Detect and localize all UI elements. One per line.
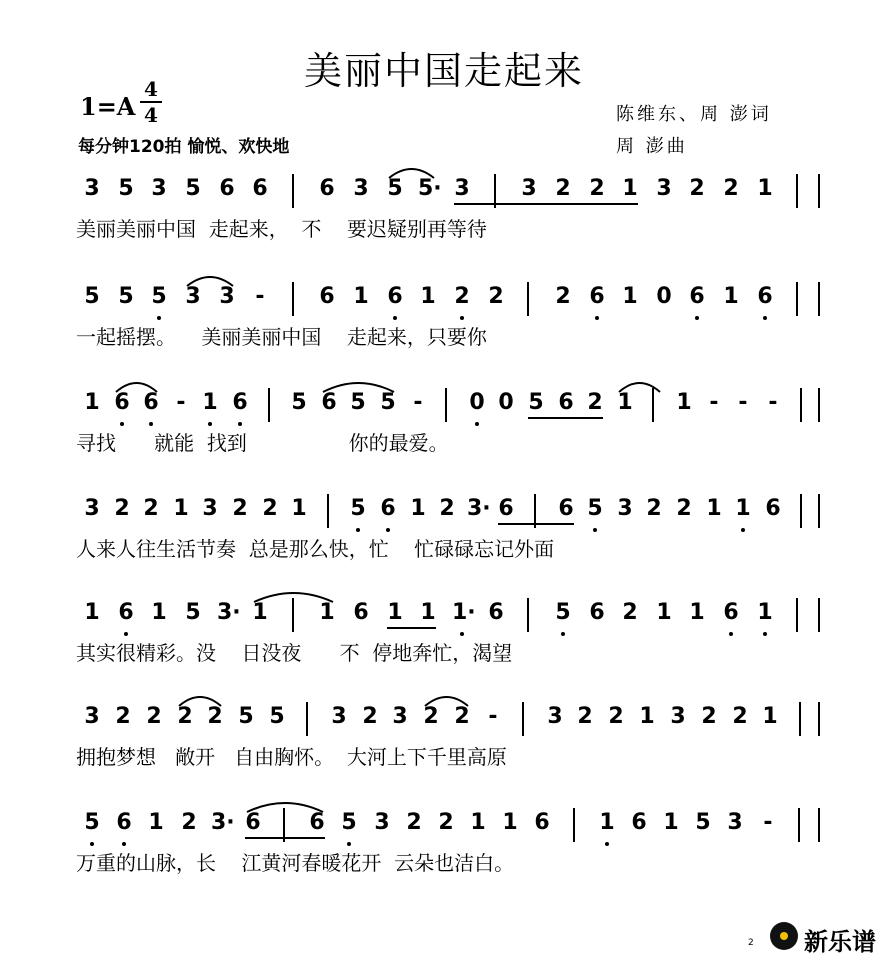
note: 6 — [219, 176, 235, 201]
staff-system-4 — [76, 492, 816, 532]
note: 2 — [146, 704, 162, 729]
note: 1 — [639, 704, 655, 729]
slur-layer — [76, 172, 816, 182]
slur-layer — [76, 700, 816, 710]
note: 5 — [339, 810, 359, 836]
extension-dash: - — [488, 704, 498, 729]
note: 1 — [252, 600, 268, 625]
slur — [254, 593, 333, 602]
note: 2 — [676, 496, 692, 521]
note: 6 — [488, 600, 504, 625]
system-end-bar — [818, 282, 820, 316]
slur — [116, 383, 157, 392]
note: 1· — [452, 600, 476, 625]
note: 2 — [143, 496, 159, 521]
slur — [179, 697, 221, 706]
note: 2 — [181, 810, 197, 835]
staff-system-5 — [76, 596, 816, 636]
note: 2 — [454, 704, 470, 729]
beam-underline — [387, 627, 436, 629]
note: 2 — [577, 704, 593, 729]
note: 5 — [118, 176, 134, 201]
note: 5 — [269, 704, 285, 729]
note: 2 — [262, 496, 278, 521]
note: 1 — [723, 284, 739, 309]
note: 5 — [149, 284, 169, 310]
extension-dash: - — [709, 390, 719, 415]
note: 5 — [380, 390, 396, 415]
note: 1 — [757, 176, 773, 201]
page-number: 2 — [748, 938, 754, 948]
note: 1 — [689, 600, 705, 625]
slur-layer — [76, 280, 816, 290]
note: 3 — [656, 176, 672, 201]
slur-layer — [76, 492, 816, 502]
note: 3 — [84, 496, 100, 521]
note: 5· — [418, 176, 442, 201]
slur — [389, 169, 434, 178]
note: 6 — [252, 176, 268, 201]
note: 2 — [114, 496, 130, 521]
note: 5 — [528, 390, 544, 415]
note: 1 — [173, 496, 189, 521]
note: 2 — [608, 704, 624, 729]
staff-system-2 — [76, 280, 816, 320]
note: 1 — [291, 496, 307, 521]
note: 2 — [587, 390, 603, 415]
note: 1 — [762, 704, 778, 729]
extension-dash: - — [768, 390, 778, 415]
lyrics-line-5: 其实很精彩。没 日没夜 不 停地奔忙，渴望 — [76, 641, 513, 665]
note: 2 — [177, 704, 193, 729]
note: 2 — [406, 810, 422, 835]
key-signature: 1=A — [80, 92, 136, 121]
note: 2 — [622, 600, 638, 625]
note: 3 — [202, 496, 218, 521]
note: 1 — [420, 600, 436, 625]
note: 5 — [291, 390, 307, 415]
note: 3 — [670, 704, 686, 729]
note: 6 — [587, 284, 607, 310]
note: 6 — [116, 600, 136, 626]
note: 6 — [721, 600, 741, 626]
note: 3 — [547, 704, 563, 729]
note: 2 — [646, 496, 662, 521]
note: 2 — [452, 284, 472, 310]
note: 6 — [558, 390, 574, 415]
system-end-bar — [818, 808, 820, 842]
slur — [247, 803, 323, 812]
note: 3· — [217, 600, 241, 625]
note: 1 — [353, 284, 369, 309]
note: 5 — [84, 284, 100, 309]
note: 0 — [498, 390, 514, 415]
note: 3· — [211, 810, 235, 835]
note: 6 — [765, 496, 781, 521]
note: 1 — [84, 390, 100, 415]
system-end-bar — [818, 388, 820, 422]
site-logo — [762, 920, 882, 954]
slur-layer — [76, 596, 816, 606]
lyricist-credit: 陈维东、周 澎词 — [616, 104, 772, 125]
note: 0 — [656, 284, 672, 309]
note: 2 — [232, 496, 248, 521]
note: 2 — [115, 704, 131, 729]
lyrics-line-6: 拥抱梦想 敞开 自由胸怀。 大河上下千里高原 — [76, 745, 507, 769]
note: 1 — [617, 390, 633, 415]
note: 6 — [141, 390, 161, 416]
staff-system-6 — [76, 700, 816, 740]
note: 1 — [676, 390, 692, 415]
note: 2 — [423, 704, 439, 729]
extension-dash: - — [413, 390, 423, 415]
note: 6 — [534, 810, 550, 835]
note: 2 — [555, 176, 571, 201]
note: 1 — [200, 390, 220, 416]
staff-system-3 — [76, 386, 816, 426]
note: 1 — [656, 600, 672, 625]
note: 3 — [331, 704, 347, 729]
note: 3 — [219, 284, 235, 309]
extension-dash: - — [763, 810, 773, 835]
note: 2 — [362, 704, 378, 729]
note: 1 — [502, 810, 518, 835]
note: 5 — [553, 600, 573, 626]
note: 2 — [488, 284, 504, 309]
note: 1 — [319, 600, 335, 625]
note: 6 — [319, 176, 335, 201]
lyrics-line-2: 一起摇摆。 美丽美丽中国 走起来，只要你 — [76, 325, 487, 349]
note: 6 — [378, 496, 398, 522]
slur — [619, 383, 660, 392]
note: 6 — [114, 810, 134, 836]
beam-underline — [528, 417, 603, 419]
note: 1 — [387, 600, 403, 625]
note: 2 — [732, 704, 748, 729]
logo-text: 新乐谱 — [804, 928, 876, 956]
lyrics-line-3: 寻找 就能 找到 你的最爱。 — [76, 431, 449, 455]
note: 6 — [353, 600, 369, 625]
note: 6 — [558, 496, 574, 521]
note: 5 — [695, 810, 711, 835]
note: 3 — [374, 810, 390, 835]
note: 6 — [498, 496, 514, 521]
note: 3 — [84, 176, 100, 201]
note: 2 — [439, 496, 455, 521]
time-signature-top: 4 — [144, 77, 158, 101]
note: 1 — [733, 496, 753, 522]
note: 3 — [84, 704, 100, 729]
lyrics-line-4: 人来人往生活节奏 总是那么快，忙 忙碌碌忘记外面 — [76, 537, 555, 561]
note: 1 — [84, 600, 100, 625]
note: 1 — [663, 810, 679, 835]
note: 6 — [112, 390, 132, 416]
system-end-bar — [818, 598, 820, 632]
beam-underline — [498, 523, 574, 525]
slur — [425, 697, 468, 706]
note: 5 — [185, 600, 201, 625]
staff-system-7 — [76, 806, 816, 846]
slur — [187, 277, 233, 286]
note: 1 — [755, 600, 775, 626]
note: 6 — [631, 810, 647, 835]
note: 6 — [230, 390, 250, 416]
note: 1 — [706, 496, 722, 521]
note: 6 — [245, 810, 261, 835]
note: 5 — [387, 176, 403, 201]
note: 5 — [238, 704, 254, 729]
note: 5 — [585, 496, 605, 522]
system-end-bar — [818, 494, 820, 528]
note: 2 — [689, 176, 705, 201]
note: 3 — [185, 284, 201, 309]
beam-underline — [521, 203, 638, 205]
song-title: 美丽中国走起来 — [303, 49, 584, 93]
note: 3 — [521, 176, 537, 201]
composer-credit: 周 澎曲 — [616, 136, 688, 157]
extension-dash: - — [255, 284, 265, 309]
note: 5 — [348, 496, 368, 522]
note: 6 — [319, 284, 335, 309]
note: 6 — [321, 390, 337, 415]
note: 2 — [701, 704, 717, 729]
note: 0 — [467, 390, 487, 416]
note: 2 — [723, 176, 739, 201]
note: 6 — [309, 810, 325, 835]
note: 3· — [467, 496, 491, 521]
time-signature-bottom: 4 — [144, 103, 158, 127]
note: 5 — [350, 390, 366, 415]
note: 6 — [755, 284, 775, 310]
lyrics-line-1: 美丽美丽中国 走起来， 不 要迟疑别再等待 — [76, 217, 487, 241]
note: 1 — [148, 810, 164, 835]
staff-system-1 — [76, 172, 816, 212]
slur-layer — [76, 806, 816, 816]
note: 3 — [151, 176, 167, 201]
note: 3 — [353, 176, 369, 201]
time-signature — [140, 78, 162, 126]
tempo-marking: 每分钟120拍 愉悦、欢快地 — [78, 137, 290, 157]
note: 2 — [555, 284, 571, 309]
note: 1 — [622, 284, 638, 309]
extension-dash: - — [176, 390, 186, 415]
note: 5 — [82, 810, 102, 836]
system-end-bar — [818, 174, 820, 208]
note: 3 — [392, 704, 408, 729]
note: 1 — [151, 600, 167, 625]
note: 1 — [420, 284, 436, 309]
beam-underline — [245, 837, 325, 839]
lyrics-line-7: 万重的山脉，长 江黄河春暖花开 云朵也洁白。 — [76, 851, 515, 875]
note: 1 — [622, 176, 638, 201]
note: 2 — [589, 176, 605, 201]
note: 1 — [410, 496, 426, 521]
note: 6 — [589, 600, 605, 625]
note: 2 — [438, 810, 454, 835]
note: 2 — [207, 704, 223, 729]
note: 1 — [470, 810, 486, 835]
slur-layer — [76, 386, 816, 396]
note: 6 — [385, 284, 405, 310]
note: 5 — [185, 176, 201, 201]
record-disc-icon — [770, 922, 798, 950]
note: 1 — [597, 810, 617, 836]
note: 5 — [118, 284, 134, 309]
note: 3 — [727, 810, 743, 835]
system-end-bar — [818, 702, 820, 736]
slur — [323, 383, 394, 392]
note: 3 — [454, 176, 470, 201]
extension-dash: - — [738, 390, 748, 415]
note: 6 — [687, 284, 707, 310]
note: 3 — [617, 496, 633, 521]
